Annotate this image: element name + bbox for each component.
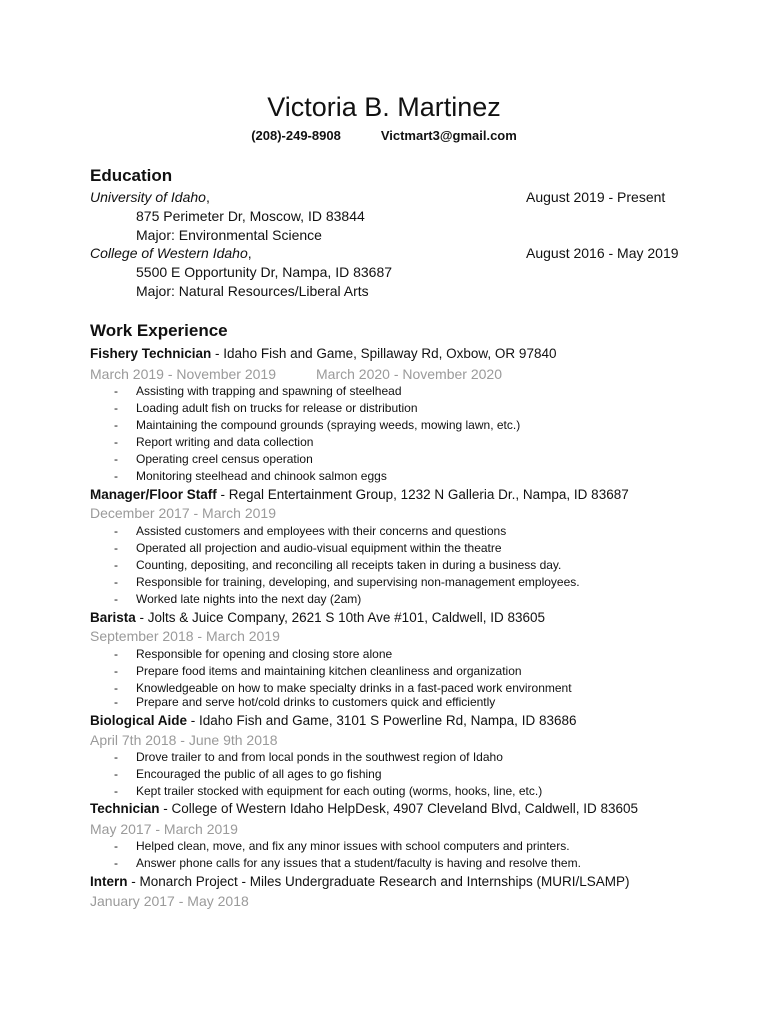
job-title: Barista [90,610,136,625]
job-bullet: - Maintaining the compound grounds (spraying weeds, mowing lawn, etc.) [114,418,521,432]
email-address: Victmart3@gmail.com [380,128,517,143]
job-dates: March 2020 - November 2020 [316,366,502,382]
work-heading: Work Experience [90,321,228,340]
job-bullet: - Drove trailer to and from local ponds in the southwest region of Idaho [114,750,503,764]
job-title-line [90,800,638,818]
job-bullet: - Responsible for training, developing, and supervising non-management employees. [114,575,580,589]
job-bullet: - Knowledgeable on how to make specialty drinks in a fast-paced work environment [114,681,572,695]
job-org: - Regal Entertainment Group, 1232 N Galleria Dr., Nampa, ID 83687 [216,487,629,502]
school-major: Major: Natural Resources/Liberal Arts [136,283,369,299]
job-org: - Jolts & Juice Company, 2621 S 10th Ave #101, Caldwell, ID 83605 [135,610,546,625]
job-org: - Idaho Fish and Game, Spillaway Rd, Oxbow, OR 97840 [211,346,557,361]
job-bullet: - Counting, depositing, and reconciling all receipts taken in during a business day. [114,558,562,572]
job-org: - Monarch Project - Miles Undergraduate Research and Internships (MURI/LSAMP) [127,874,630,889]
job-title: Intern [90,874,128,889]
job-bullet: - Operating creel census operation [114,452,313,466]
candidate-name: Victoria B. Martinez [267,92,501,122]
job-dates: April 7th 2018 - June 9th 2018 [90,732,278,748]
job-bullet: - Assisting with trapping and spawning of steelhead [114,384,402,398]
job-title-line [90,873,629,891]
job-title: Technician [90,801,160,816]
school-major: Major: Environmental Science [136,227,322,243]
job-title: Biological Aide [90,713,188,728]
job-title: Manager/Floor Staff [90,487,217,502]
job-title-line [90,345,556,363]
job-bullet: - Worked late nights into the next day (2am) [114,592,362,606]
job-bullet: - Operated all projection and audio-visual equipment within the theatre [114,541,502,555]
phone-number: (208)-249-8908 [251,128,341,143]
job-org: - College of Western Idaho HelpDesk, 4907 Cleveland Blvd, Caldwell, ID 83605 [159,801,639,816]
job-bullet: - Prepare food items and maintaining kitchen cleanliness and organization [114,664,522,678]
job-bullet: - Helped clean, move, and fix any minor issues with school computers and printers. [114,839,570,853]
job-bullet: - Responsible for opening and closing store alone [114,647,393,661]
job-bullet: - Prepare and serve hot/cold drinks to customers quick and efficiently [114,695,496,709]
contact-line [0,127,768,145]
job-dates: December 2017 - March 2019 [90,505,276,521]
job-bullet: - Kept trailer stocked with equipment for each outing (worms, hooks, line, etc.) [114,784,543,798]
job-dates: September 2018 - March 2019 [90,628,280,644]
job-bullet: - Monitoring steelhead and chinook salmon eggs [114,469,387,483]
school-address: 875 Perimeter Dr, Moscow, ID 83844 [136,208,365,224]
job-org: - Idaho Fish and Game, 3101 S Powerline Rd, Nampa, ID 83686 [187,713,577,728]
school-name: College of Western Idaho, [90,245,252,261]
school-dates: August 2019 - Present [526,189,666,205]
job-dates: March 2019 - November 2019 [90,366,276,382]
job-bullet: - Loading adult fish on trucks for release or distribution [114,401,418,415]
school-address: 5500 E Opportunity Dr, Nampa, ID 83687 [136,264,393,280]
job-dates: January 2017 - May 2018 [90,893,249,909]
job-bullet: - Answer phone calls for any issues that a student/faculty is having and resolve them. [114,856,581,870]
education-heading: Education [90,166,173,185]
school-dates: August 2016 - May 2019 [526,245,679,261]
job-bullet: - Report writing and data collection [114,435,314,449]
school-name: University of Idaho, [90,189,210,205]
job-title-line [90,712,576,730]
job-dates: May 2017 - March 2019 [90,821,238,837]
job-bullet: - Encouraged the public of all ages to go fishing [114,767,382,781]
job-bullet: - Assisted customers and employees with their concerns and questions [114,524,507,538]
job-title-line [90,609,545,627]
job-title: Fishery Technician [90,346,212,361]
job-title-line [90,486,629,504]
